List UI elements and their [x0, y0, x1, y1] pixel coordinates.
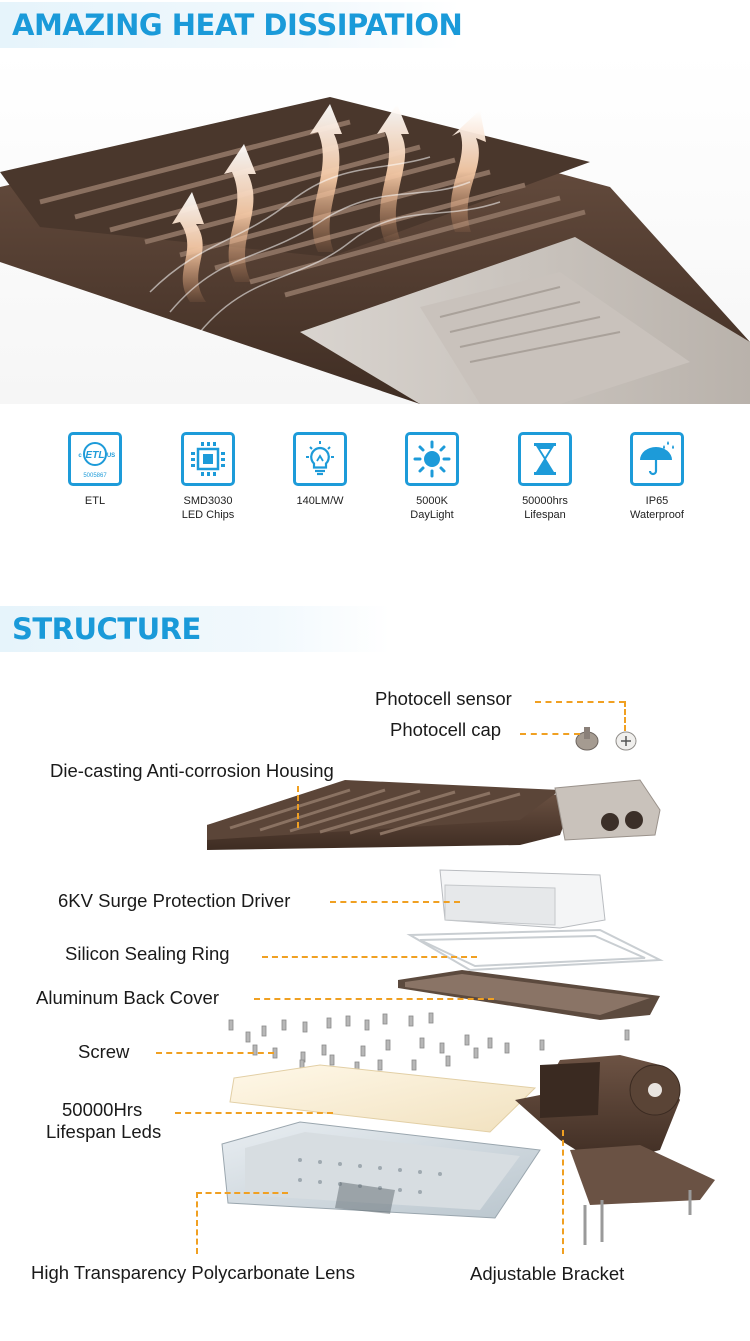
feature-etl [39, 432, 151, 508]
label-driver: 6KV Surge Protection Driver [58, 890, 291, 911]
heat-section-title: AMAZING HEAT DISSIPATION [12, 8, 463, 42]
sealing-ring-part [410, 930, 660, 970]
heat-dissipation-illustration [0, 52, 750, 404]
fixture-fins-graphic [0, 52, 750, 404]
feature-color-temp [376, 432, 488, 522]
feature-label-efficacy: 140LM/W [296, 495, 344, 507]
svg-text:ETL: ETL [85, 450, 105, 461]
label-housing: Die-casting Anti-corrosion Housing [50, 760, 334, 781]
label-lens: High Transparency Polycarbonate Lens [31, 1262, 355, 1283]
leader-housing [297, 786, 299, 828]
leader-screw [156, 1052, 274, 1054]
feature-waterproof [601, 432, 713, 522]
feature-label-etl: ETL [84, 495, 106, 507]
feature-led-chips [152, 432, 264, 522]
light-bulb-icon [293, 432, 347, 486]
umbrella-icon [630, 432, 684, 486]
leader-photocell-sensor [535, 701, 625, 703]
label-leds-line1: 50000Hrs [62, 1099, 143, 1120]
feature-label-waterproof: IP65 Waterproof [629, 495, 684, 521]
feature-lifespan [489, 432, 601, 522]
lens-part [222, 1122, 540, 1218]
label-photocell-cap: Photocell cap [390, 719, 502, 740]
leader-lens-h [196, 1192, 288, 1194]
feature-label-led-chips: SMD3030 LED Chips [181, 495, 235, 521]
sun-icon [405, 432, 459, 486]
label-photocell-sensor: Photocell sensor [375, 688, 512, 709]
leader-photocell-sensor-v [624, 701, 626, 731]
label-back-cover: Aluminum Back Cover [36, 987, 220, 1008]
bracket-part [515, 1055, 715, 1245]
hourglass-icon [518, 432, 572, 486]
label-screw: Screw [78, 1041, 130, 1062]
driver-part [440, 870, 605, 928]
svg-text:US: US [106, 453, 116, 459]
label-sealing-ring: Silicon Sealing Ring [65, 943, 230, 964]
etl-certification-icon [68, 432, 122, 486]
leader-sealing-ring [262, 956, 477, 958]
svg-text:c: c [78, 453, 82, 459]
led-board-part [230, 1065, 535, 1132]
leader-bracket [562, 1130, 564, 1254]
label-leds-line2: Lifespan Leds [46, 1121, 162, 1142]
feature-efficacy [264, 432, 376, 508]
housing-part [207, 780, 660, 850]
leader-lens-v [196, 1192, 198, 1254]
heat-section-band [0, 2, 463, 48]
leader-driver [330, 901, 460, 903]
leader-back-cover [254, 998, 494, 1000]
leader-photocell-cap [520, 733, 580, 735]
feature-label-color-temp: 5000K DayLight [410, 495, 454, 521]
led-chip-icon [181, 432, 235, 486]
feature-label-lifespan: 50000hrs Lifespan [522, 495, 568, 521]
svg-text:5005867: 5005867 [83, 473, 107, 479]
structure-section-title: STRUCTURE [12, 612, 201, 646]
label-bracket: Adjustable Bracket [470, 1263, 625, 1284]
back-cover-part [398, 970, 660, 1020]
leader-leds [175, 1112, 333, 1114]
structure-section-band [0, 606, 390, 652]
photocell-parts [576, 727, 636, 750]
